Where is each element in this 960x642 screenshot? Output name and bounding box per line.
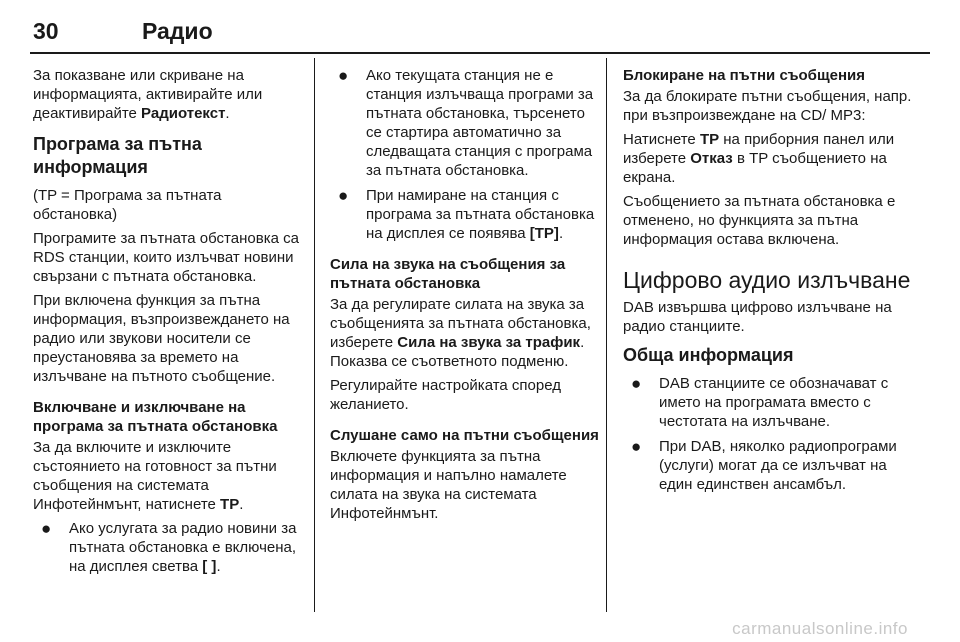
paragraph-tp-interrupt: При включена функция за пътна информация, възпроизвеждането на радио или звукови носители се преустановява за времето на излъчване на пътното съобщение. bbox=[33, 292, 290, 385]
paragraph-set-volume: За да регулирате силата на звука за съобщенията за пътната обстановка, изберете Сила на звука за трафик. Показва се съответното подменю. bbox=[330, 296, 591, 370]
heading-dab: Цифрово аудио излъчване bbox=[623, 267, 911, 293]
paragraph-press-tp-cancel: Натиснете TP на приборния панел или изберете Отказ в TP съобщението на екрана. bbox=[623, 131, 895, 186]
paragraph-rds-stations: Програмите за пътната обстановка са RDS станции, които излъчват новини свързани с пътната обстановка. bbox=[33, 230, 299, 285]
paragraph-radiotext: За показване или скриване на информацията, активирайте или деактивирайте Радиотекст. bbox=[33, 67, 263, 122]
heading-block-traffic: Блокиране на пътни съобщения bbox=[623, 67, 865, 84]
bullet-item: ● При намиране на станция с програма за пътната обстановка на дисплея се появява [TP]. bbox=[330, 186, 600, 243]
paragraph-adjust: Регулирайте настройката според желанието. bbox=[330, 377, 561, 413]
paragraph-cancelled: Съобщението за пътната обстановка е отменено, но функцията за пътна информация остава включена. bbox=[623, 193, 896, 248]
column-divider-1 bbox=[314, 58, 315, 612]
paragraph-dab: DAB извършва цифрово излъчване на радио станциите. bbox=[623, 299, 892, 335]
heading-traffic-program: Програма за пътна информация bbox=[33, 134, 202, 177]
paragraph-traffic-only: Включете функцията за пътна информация и напълно намалете силата на звука на системата Инфотейнмънт. bbox=[330, 448, 567, 522]
paragraph-tp-definition: (TP = Програма за пътната обстановка) bbox=[33, 187, 222, 223]
section-title: Радио bbox=[142, 18, 213, 44]
column-3 bbox=[623, 66, 913, 500]
page-header bbox=[30, 0, 930, 56]
bullet-item: ● Ако услугата за радио новини за пътната обстановка е включена, на дисплея светва [ ]. bbox=[33, 519, 303, 576]
watermark: carmanualsonline.info bbox=[732, 619, 908, 638]
paragraph-block-how: За да блокирате пътни съобщения, напр. при възпроизвеждане на CD/ MP3: bbox=[623, 88, 912, 124]
bullet-item: ● При DAB, няколко радиопрограми (услуги) могат да се излъчват на един единствен ансамбъл. bbox=[623, 437, 913, 494]
bullet-icon: ● bbox=[41, 519, 52, 538]
bullet-icon: ● bbox=[631, 374, 642, 393]
column-divider-2 bbox=[606, 58, 607, 612]
bullet-item: ● DAB станциите се обозначават с името на програмата вместо с честотата на излъчване. bbox=[623, 374, 913, 431]
bullet-icon: ● bbox=[631, 437, 642, 456]
bullet-icon: ● bbox=[338, 66, 349, 85]
header-rule bbox=[30, 52, 930, 54]
bullet-icon: ● bbox=[338, 186, 349, 205]
heading-traffic-volume: Сила на звука на съобщения за пътната обстановка bbox=[330, 256, 566, 292]
bullet-item: ● Ако текущата станция не е станция излъчваща програми за пътната обстановка, търсенето се стартира автоматично за следващата станция с програма за пътната обстановка. bbox=[330, 66, 600, 180]
heading-traffic-only: Слушане само на пътни съобщения bbox=[330, 427, 599, 444]
column-1 bbox=[33, 66, 303, 582]
page-number: 30 bbox=[33, 18, 59, 44]
column-2 bbox=[330, 66, 600, 528]
heading-general-info: Обща информация bbox=[623, 345, 794, 365]
paragraph-press-tp: За да включите и изключите състоянието на готовност за пътни съобщения на системата Инфотейнмънт, натиснете TP. bbox=[33, 439, 277, 513]
heading-tp-on-off: Включване и изключване на програма за пътната обстановка bbox=[33, 399, 278, 435]
